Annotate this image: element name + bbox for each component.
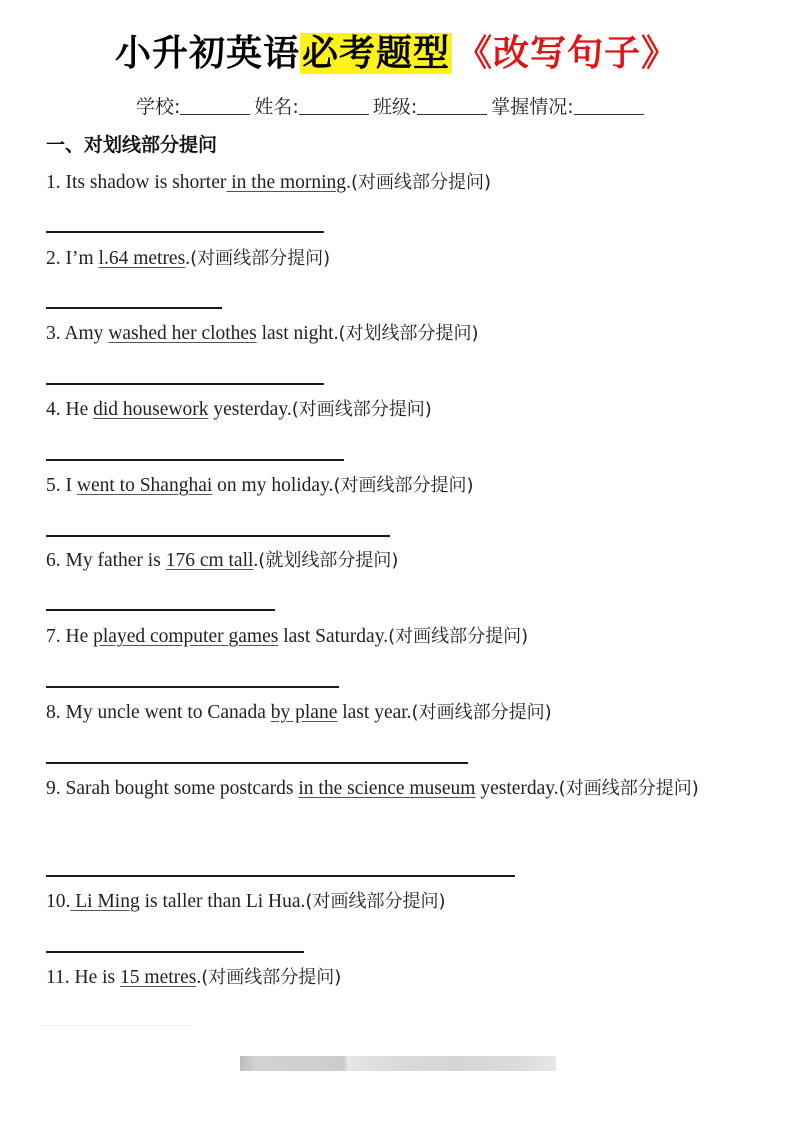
question-text-after: last year.	[337, 702, 412, 723]
underlined-part: went to Shanghai	[76, 475, 213, 496]
question-3	[46, 320, 479, 348]
question-2	[46, 245, 330, 273]
question-4	[46, 396, 432, 424]
question-text-after: .	[185, 248, 191, 269]
question-text-before: Sarah bought some postcards	[60, 778, 299, 799]
question-text-after: on my holiday.	[212, 475, 334, 496]
question-text-before: My uncle went to Canada	[60, 702, 271, 723]
question-5	[46, 472, 473, 500]
school-blank[interactable]	[180, 94, 250, 115]
answer-line-6[interactable]	[46, 609, 275, 611]
name-field	[254, 93, 372, 121]
blurred-footer-watermark	[240, 1056, 556, 1071]
question-instruction: (对画线部分提问)	[190, 248, 331, 269]
underlined-part: in the morning	[226, 172, 347, 193]
name-label: 姓名:	[254, 96, 299, 118]
question-number: 8.	[46, 702, 61, 723]
mastery-field	[491, 93, 647, 121]
question-8	[46, 699, 552, 727]
answer-line-3[interactable]	[46, 383, 324, 385]
question-number: 4.	[46, 399, 61, 420]
underlined-part: l.64 metres	[98, 248, 186, 269]
answer-line-10[interactable]	[46, 951, 304, 953]
answer-line-7[interactable]	[46, 686, 339, 688]
answer-line-8[interactable]	[46, 762, 468, 764]
question-text-before: I	[60, 475, 77, 496]
question-number: 6.	[46, 550, 61, 571]
question-instruction: (对画线部分提问)	[333, 475, 474, 496]
question-instruction: (对画线部分提问)	[350, 172, 491, 193]
class-label: 班级:	[372, 96, 418, 118]
underlined-part: played computer games	[93, 626, 279, 647]
question-text-after: last Saturday.	[278, 626, 389, 647]
answer-line-9[interactable]	[46, 875, 515, 877]
underlined-part: by plane	[270, 702, 338, 723]
question-text-after: yesterday.	[208, 399, 292, 420]
question-number: 9.	[46, 778, 61, 799]
underlined-part: did housework	[93, 399, 209, 420]
underlined-part: 15 metres	[120, 967, 197, 988]
question-10	[46, 888, 445, 916]
question-text-before: He is	[69, 967, 121, 988]
faint-answer-line	[42, 1025, 192, 1026]
title-part-highlight: 必考题型	[301, 33, 450, 74]
title-part-grade: 小升初英语	[114, 33, 300, 74]
question-text-after: is taller than Li Hua.	[139, 891, 306, 912]
answer-line-2[interactable]	[46, 307, 222, 309]
question-11	[46, 964, 341, 992]
answer-line-1[interactable]	[46, 231, 324, 233]
question-instruction: (对划线部分提问)	[338, 323, 479, 344]
question-text-after: .	[253, 550, 259, 571]
question-number: 2.	[46, 248, 61, 269]
question-instruction: (对画线部分提问)	[388, 626, 529, 647]
question-number: 7.	[46, 626, 61, 647]
question-text-after: .	[346, 172, 351, 193]
underlined-part: 176 cm tall	[165, 550, 254, 571]
answer-line-4[interactable]	[46, 459, 344, 461]
question-instruction: (对画线部分提问)	[201, 967, 342, 988]
question-1	[46, 169, 491, 197]
question-number: 1.	[46, 172, 61, 193]
underlined-part: in the science museum	[298, 778, 476, 799]
question-number: 10.	[46, 891, 71, 912]
question-text-after: yesterday.	[475, 778, 559, 799]
underlined-part: Li Ming	[70, 891, 140, 912]
question-instruction: (对画线部分提问)	[291, 399, 432, 420]
question-text-before: My father is	[60, 550, 166, 571]
question-6	[46, 547, 398, 575]
mastery-label: 掌握情况:	[491, 96, 574, 118]
school-label: 学校:	[136, 96, 181, 118]
page-title	[0, 28, 793, 80]
title-part-topic: 《改写句子》	[456, 33, 679, 74]
name-blank[interactable]	[299, 94, 369, 115]
question-number: 5.	[46, 475, 61, 496]
section-heading: 一、对划线部分提问	[46, 134, 218, 156]
class-blank[interactable]	[417, 94, 487, 115]
question-text-before: He	[60, 399, 94, 420]
question-text-after: last night.	[256, 323, 339, 344]
student-info-row	[136, 93, 648, 121]
question-7	[46, 623, 528, 651]
question-number: 3.	[46, 323, 61, 344]
question-text-before: I’m	[60, 248, 99, 269]
question-text-before: He	[60, 626, 94, 647]
answer-line-5[interactable]	[46, 535, 390, 537]
question-text-after: .	[196, 967, 202, 988]
question-9	[46, 771, 766, 807]
question-text-before: Its shadow is shorter	[60, 172, 227, 193]
question-instruction: (就划线部分提问)	[258, 550, 399, 571]
school-field	[136, 93, 254, 121]
question-instruction: (对画线部分提问)	[411, 702, 552, 723]
underlined-part: washed her clothes	[108, 323, 257, 344]
mastery-blank[interactable]	[574, 94, 644, 115]
class-field	[373, 93, 491, 121]
question-instruction: (对画线部分提问)	[558, 778, 699, 799]
question-number: 11.	[46, 967, 70, 988]
question-text-before: Amy	[60, 323, 109, 344]
question-instruction: (对画线部分提问)	[305, 891, 446, 912]
